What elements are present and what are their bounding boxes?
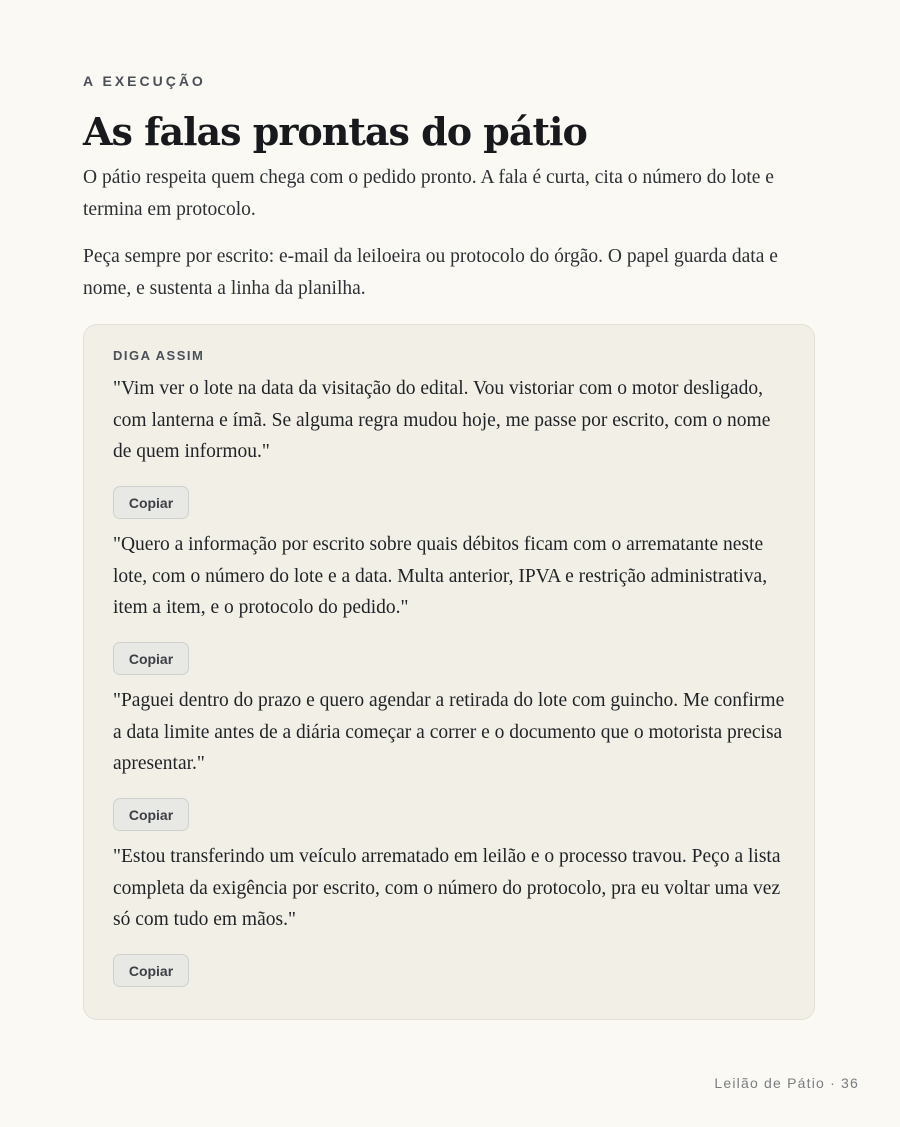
script-quote-pickup: "Paguei dentro do prazo e quero agendar a retirada do lote com guincho. Me confirme a data limite antes de a diária começar a correr e o documento que o motorista precisa apresentar." [113, 690, 785, 774]
script-quote-transfer: "Estou transferindo um veículo arrematado em leilão e o processo travou. Peço a lista completa da exigência por escrito, com o número do protocolo, pra eu voltar uma vez só com tudo em mãos." [113, 846, 781, 930]
section-eyebrow: A EXECUÇÃO [83, 73, 206, 89]
card-label: DIGA ASSIM [113, 348, 205, 363]
copy-button-debts[interactable]: Copiar [113, 642, 189, 675]
copy-button-visit[interactable]: Copiar [113, 486, 189, 519]
copy-button-pickup[interactable]: Copiar [113, 798, 189, 831]
page-footer: Leilão de Pátio · 36 [714, 1075, 859, 1091]
intro-paragraph: O pátio respeita quem chega com o pedido pronto. A fala é curta, cita o número do lote e termina em protocolo. [83, 167, 774, 220]
page-title: As falas prontas do pátio [83, 109, 587, 154]
advice-paragraph: Peça sempre por escrito: e-mail da leiloeira ou protocolo do órgão. O papel guarda data e nome, e sustenta a linha da planilha. [83, 246, 778, 299]
copy-button-transfer[interactable]: Copiar [113, 954, 189, 987]
scripts-card [83, 324, 815, 1020]
script-quote-visit: "Vim ver o lote na data da visitação do edital. Vou vistoriar com o motor desligado, com lanterna e ímã. Se alguma regra mudou hoje, me passe por escrito, com o nome de quem informou." [113, 378, 771, 462]
script-quote-debts: "Quero a informação por escrito sobre quais débitos ficam com o arrematante neste lote, com o número do lote e a data. Multa anterior, IPVA e restrição administrativa, item a item, e o protocolo do pedido." [113, 534, 768, 618]
